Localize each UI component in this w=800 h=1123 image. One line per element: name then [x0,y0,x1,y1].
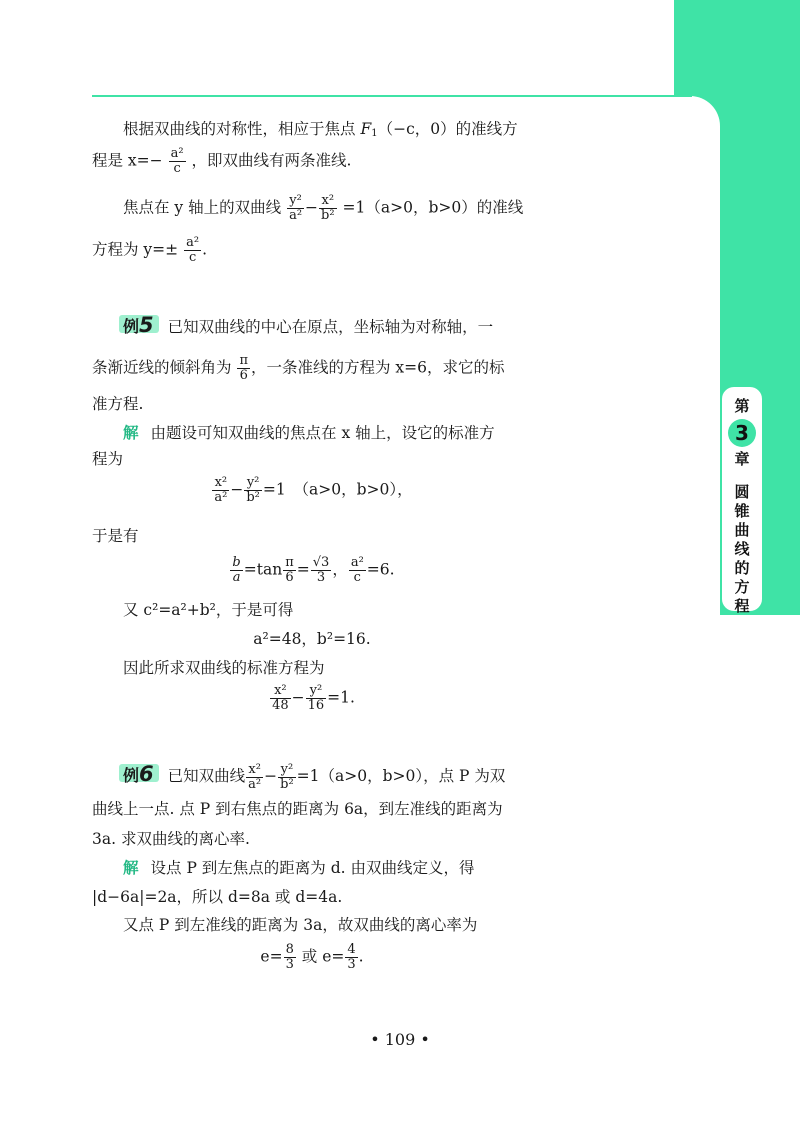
text-line: 方程为 y=± $\frac{\text{a²}}{c}$ . [92,235,208,265]
fraction: $\frac{\text{y²}}{\text{a²}}$ [289,193,303,223]
example-label: 例5 [123,313,154,337]
text-line: 条渐近线的倾斜角为 $\frac{\pi}{6}$ ，一条准线的方程为 x=6，求它的标 [92,353,505,383]
text-line: 因此所求双曲线的标准方程为 [123,659,325,677]
solution-label: 解 [123,859,139,877]
equation: $\frac{\text{x²}}{\text{a²}}$ − $\frac{\text{y²}}{\text{b²}}$ =1 （a>0，b>0）， [214,475,413,505]
solution-line: 解 设点 P 到左焦点的距离为 d. 由双曲线定义，得 [123,859,475,877]
text-line: 又点 P 到左准线的距离为 3a，故双曲线的离心率为 [123,916,478,934]
chapter-number: 3 [728,419,756,447]
text-line: 于是有 [92,527,139,545]
chapter-suffix: 章 [734,450,750,468]
fraction: $\frac{\pi}{6}$ [239,353,248,383]
chapter-title: 圆 锥 曲 线 的 方 程 [734,483,750,615]
page-number: • 109 • [370,1030,430,1049]
equation: a²=48，b²=16. [253,630,371,648]
chapter-badge [720,385,764,613]
text-line: 曲线上一点. 点 P 到右焦点的距离为 6a，到左准线的距离为 [92,800,503,818]
text-line: 3a. 求双曲线的离心率. [92,830,250,848]
fraction: $\frac{\text{x²}}{\text{b²}}$ [321,193,335,223]
example-6-statement: 例6 已知双曲线 $\frac{\text{x²}}{\text{a²}}$ − $\frac{\text{y²}}{\text{b²}}$ =1（a>0，b>0），点 P 为双 [123,762,505,792]
equation: e= $\frac{8}{3}$ 或 e= $\frac{4}{3}$ . [260,942,364,972]
example-5-statement: 例5 已知双曲线的中心在原点，坐标轴为对称轴，一 [123,313,493,337]
fraction: $\frac{\text{a²}}{c}$ [170,146,184,176]
solution-label: 解 [123,424,139,442]
text-line: 程是 x=− $\frac{\text{a²}}{c}$ ，即双曲线有两条准线. [92,146,352,176]
page-panel [600,96,720,615]
text-line: 程为 [92,450,124,468]
fraction: $\frac{\text{a²}}{c}$ [186,235,200,265]
text-line: |d−6a|=2a，所以 d=8a 或 d=4a. [92,888,343,906]
text-line: 又 c²=a²+b²，于是可得 [123,601,294,619]
header-rule [92,95,692,97]
text-line: 准方程. [92,395,144,413]
example-label: 例6 [123,762,154,786]
equation: $\frac{b}{a}$ =tan $\frac{\pi}{6}$ = $\frac{√3}{3}$ ， $\frac{\text{a²}}{c}$ =6. [232,555,395,585]
solution-line: 解 由题设可知双曲线的焦点在 x 轴上，设它的标准方 [123,424,495,442]
equation: $\frac{\text{x²}}{48}$ − $\frac{\text{y²}}{16}$ =1. [272,683,355,713]
text-line: 根据双曲线的对称性，相应于焦点 $F_1(-c$，0）的准线方 [123,120,518,139]
chapter-prefix: 第 [734,397,750,415]
text-line: 焦点在 y 轴上的双曲线 $\frac{\text{y²}}{\text{a²}}$ − $\frac{\text{x²}}{\text{b²}}$ =1（a>0，b>0）的准线 [123,193,524,223]
